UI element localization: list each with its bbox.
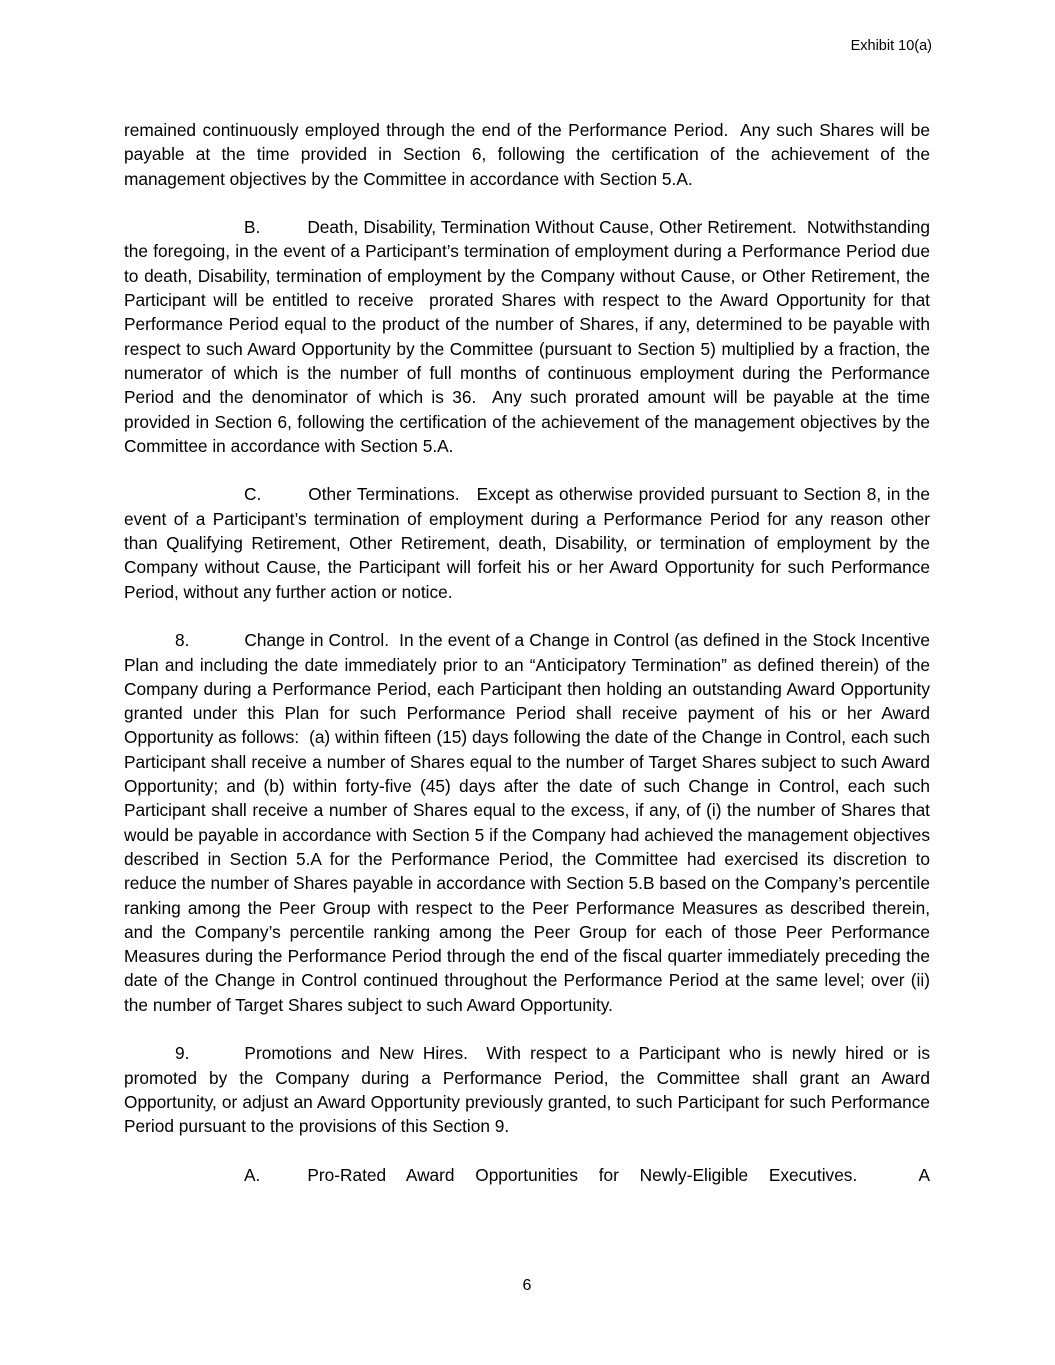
paragraph-text: remained continuously employed through the end of the Performance Period. Any such Shares will be payable at the time provided in Section 6, following the certification of the achievement of the management objectives by the Committee in accordance with Section 5.A.: [124, 120, 930, 189]
section-label: C.: [244, 484, 262, 505]
document-header: [124, 37, 932, 55]
paragraph-section-9a: [124, 1163, 930, 1187]
paragraph-continuation: [124, 118, 930, 191]
paragraph-section-b: [124, 215, 930, 458]
paragraph-text: Change in Control. In the event of a Change in Control (as defined in the Stock Incentive Plan and including the date immediately prior to an “Anticipatory Termination” as defined therein) of the Company during a Performance Period, each Participant then holding an outstanding Award Opportunity granted under this Plan for such Performance Period shall receive payment of his or her Award Opportunity as follows: (a) within fifteen (15) days following the date of the Change in Control, each such Participant shall receive a number of Shares equal to the number of Target Shares subject to such Award Opportunity; and (b) within forty-five (45) days after the date of such Change in Control, each such Participant shall receive a number of Shares equal to the excess, if any, of (i) the number of Shares that would be payable in accordance with Section 5 if the Company had achieved the management objectives described in Section 5.A for the Performance Period, the Committee had exercised its discretion to reduce the number of Shares payable in accordance with Section 5.B based on the Company’s percentile ranking among the Peer Group with respect to the Peer Performance Measures as described therein, and the Company’s percentile ranking among the Peer Group for each of those Peer Performance Measures during the Performance Period through the end of the fiscal quarter immediately preceding the date of the Change in Control continued throughout the Performance Period at the same level; over (ii) the number of Target Shares subject to such Award Opportunity.: [124, 630, 930, 1015]
paragraph-section-c: [124, 482, 930, 603]
section-label: A.: [244, 1164, 261, 1185]
paragraph-text: Death, Disability, Termination Without Cause, Other Retirement. Notwithstanding the foregoing, in the event of a Participant’s termination of employment during a Performance Period due to death, Disability, termination of employment by the Company without Cause, or Other Retirement, the Participant will be entitled to receive prorated Shares with respect to the Award Opportunity for that Performance Period equal to the product of the number of Shares, if any, determined to be payable with respect to such Award Opportunity by the Committee (pursuant to Section 5) multiplied by a fraction, the numerator of which is the number of full months of continuous employment during the Performance Period and the denominator of which is 36. Any such prorated amount will be payable at the time provided in Section 6, following the certification of the achievement of the management objectives by the Committee in accordance with Section 5.A.: [124, 217, 930, 456]
paragraph-section-8: [124, 628, 930, 1017]
paragraph-text: Other Terminations. Except as otherwise provided pursuant to Section 8, in the event of a Participant’s termination of employment during a Performance Period for any reason other than Qualifying Retirement, Other Retirement, death, Disability, or termination of employment by the Company without Cause, the Participant will forfeit his or her Award Opportunity for such Performance Period, without any further action or notice.: [124, 484, 930, 602]
section-label: 8.: [175, 630, 190, 651]
exhibit-label: Exhibit 10(a): [850, 38, 932, 54]
document-body: [124, 118, 930, 1211]
paragraph-section-9: [124, 1041, 930, 1138]
section-label: B.: [244, 217, 261, 238]
paragraph-text: Pro-Rated Award Opportunities for Newly-Eligible Executives. A: [307, 1164, 930, 1185]
page-number: 6: [522, 1277, 532, 1294]
paragraph-text: Promotions and New Hires. With respect to a Participant who is newly hired or is promoted by the Company during a Performance Period, the Committee shall grant an Award Opportunity, or adjust an Award Opportunity previously granted, to such Participant for such Performance Period pursuant to the provisions of this Section 9.: [124, 1043, 930, 1137]
section-label: 9.: [175, 1043, 190, 1064]
